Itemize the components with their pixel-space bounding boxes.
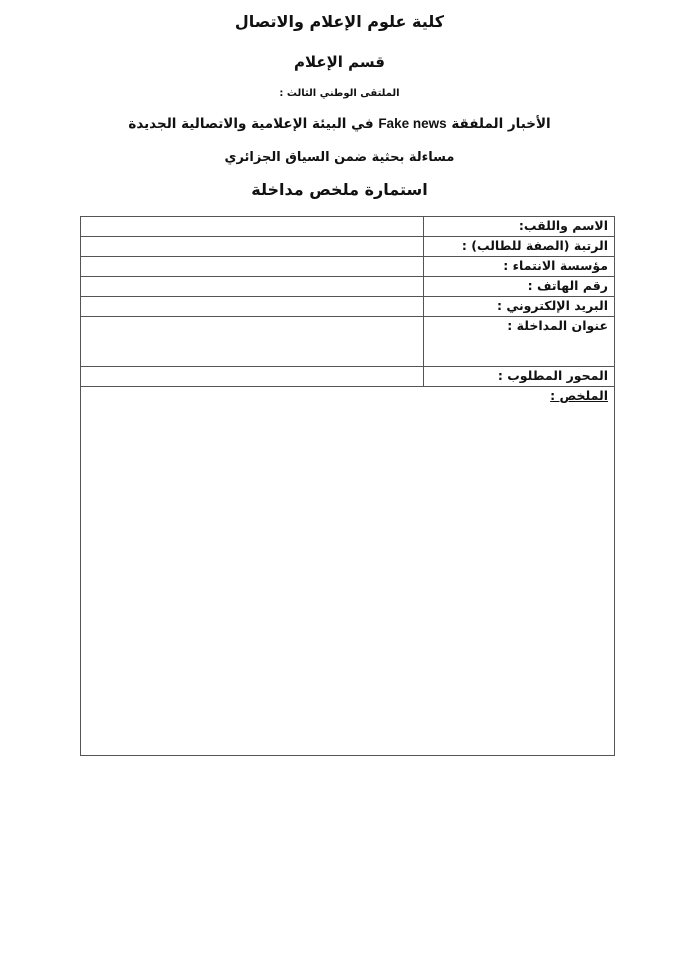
phone-field[interactable]	[81, 277, 424, 297]
axis-field[interactable]	[81, 367, 424, 387]
form-row-phone	[81, 277, 615, 297]
form-row-institution	[81, 257, 615, 277]
summary-field[interactable]	[81, 387, 615, 756]
department-title: قسم الإعلام	[293, 53, 385, 71]
title-label: عنوان المداخلة :	[424, 317, 615, 367]
event-title: الملتقى الوطني الثالث :	[279, 88, 400, 99]
theme-suffix: في البيئة الإعلامية والاتصالية الجديدة	[128, 116, 374, 132]
axis-label: المحور المطلوب :	[424, 367, 615, 387]
email-field[interactable]	[81, 297, 424, 317]
theme-prefix: الأخبار الملفقة	[451, 116, 551, 132]
form-row-name	[81, 217, 615, 237]
faculty-title: كلية علوم الإعلام والاتصال	[234, 12, 445, 31]
phone-label: رقم الهاتف :	[424, 277, 615, 297]
summary-label: الملخص :	[550, 388, 608, 403]
form-title: استمارة ملخص مداخلة	[251, 180, 428, 199]
form-row-axis	[81, 367, 615, 387]
name-field[interactable]	[81, 217, 424, 237]
form-row-rank	[81, 237, 615, 257]
form-row-email	[81, 297, 615, 317]
name-label: الاسم واللقب:	[424, 217, 615, 237]
event-subtheme: مساءلة بحثية ضمن السياق الجزائري	[224, 150, 455, 165]
event-theme	[0, 116, 679, 132]
abstract-form-table	[80, 216, 615, 756]
rank-field[interactable]	[81, 237, 424, 257]
theme-english: Fake news	[378, 116, 447, 131]
title-field[interactable]	[81, 317, 424, 367]
form-row-title	[81, 317, 615, 367]
institution-label: مؤسسة الانتماء :	[424, 257, 615, 277]
institution-field[interactable]	[81, 257, 424, 277]
email-label: البريد الإلكتروني :	[424, 297, 615, 317]
rank-label: الرتبة (الصفة للطالب) :	[424, 237, 615, 257]
form-row-summary	[81, 387, 615, 756]
